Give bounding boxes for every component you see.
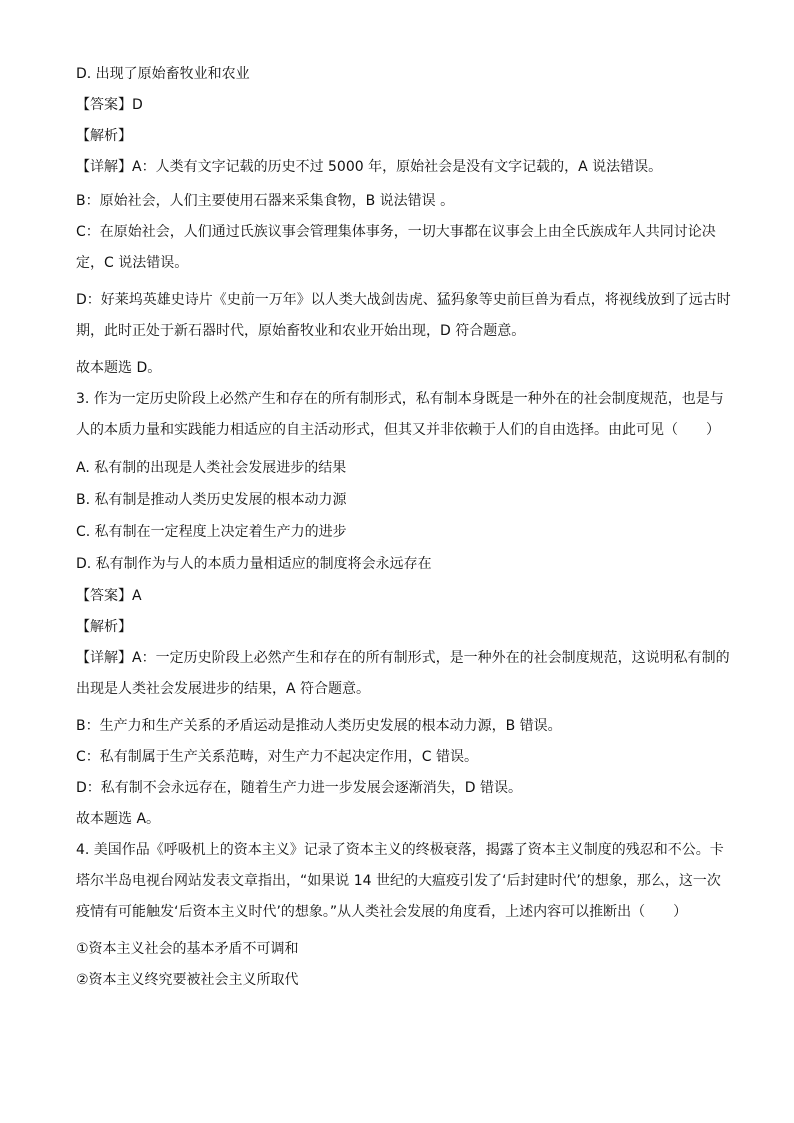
q3-analysis-label: 【解析】 [76,619,132,635]
q2-option-d: D. 出现了原始畜牧业和农业 [76,66,250,82]
q3-detail-b: B：生产力和生产关系的矛盾运动是推动人类历史发展的根本动力源，B 错误。 [76,718,562,734]
q3-stem: 3. 作为一定历史阶段上必然产生和存在的所有制形式，私有制本身既是一种外在的社会制度规范，也是与人的本质力量和实践能力相适应的自主活动形式，但其又并非依赖于人们的自由选择。由此可见（ ） [76,391,724,438]
q2-analysis-label: 【解析】 [76,128,132,144]
q2-conclusion: 故本题选 D。 [76,360,162,376]
q3-detail-a: 【详解】A：一定历史阶段上必然产生和存在的所有制形式，是一种外在的社会制度规范，这说明私有制的出现是人类社会发展进步的结果，A 符合题意。 [76,650,730,697]
q3-option-a: A. 私有制的出现是人类社会发展进步的结果 [76,460,347,476]
q2-answer: 【答案】D [76,97,143,113]
q2-detail-c: C：在原始社会，人们通过氏族议事会管理集体事务，一切大事都在议事会上由全氏族成年人共同讨论决定，C 说法错误。 [76,224,716,271]
q3-option-c: C. 私有制在一定程度上决定着生产力的进步 [76,524,347,540]
q3-option-d: D. 私有制作为与人的本质力量相适应的制度将会永远存在 [76,556,432,572]
q2-detail-b: B：原始社会，人们主要使用石器来采集食物，B 说法错误 。 [76,193,455,209]
q3-detail-d: D：私有制不会永远存在，随着生产力进一步发展会逐渐消失，D 错误。 [76,780,523,796]
q3-detail-c: C：私有制属于生产关系范畴，对生产力不起决定作用，C 错误。 [76,749,478,765]
q4-item-2: ②资本主义终究要被社会主义所取代 [76,972,299,988]
q4-item-1: ①资本主义社会的基本矛盾不可调和 [76,941,299,957]
q3-answer: 【答案】A [76,588,142,604]
q4-stem: 4. 美国作品《呼吸机上的资本主义》记录了资本主义的终极衰落，揭露了资本主义制度的残忍和不公。卡塔尔半岛电视台网站发表文章指出，“如果说 14 世纪的大瘟疫引发了‘后封建时代’的想象，那么，这一次疫情有可能触发‘后资本主义时代’的想象。”从人类社会发展的角度看，上述内容可以推断出（ ） [76,842,724,920]
q2-detail-a: 【详解】A：人类有文字记载的历史不过 5000 年，原始社会是没有文字记载的，A 说法错误。 [76,159,663,175]
q3-conclusion: 故本题选 A。 [76,811,161,827]
q2-detail-d: D：好莱坞英雄史诗片《史前一万年》以人类大战剑齿虎、猛犸象等史前巨兽为看点，将视线放到了远古时期，此时正处于新石器时代，原始畜牧业和农业开始出现，D 符合题意。 [76,292,731,339]
q3-option-b: B. 私有制是推动人类历史发展的根本动力源 [76,492,347,508]
